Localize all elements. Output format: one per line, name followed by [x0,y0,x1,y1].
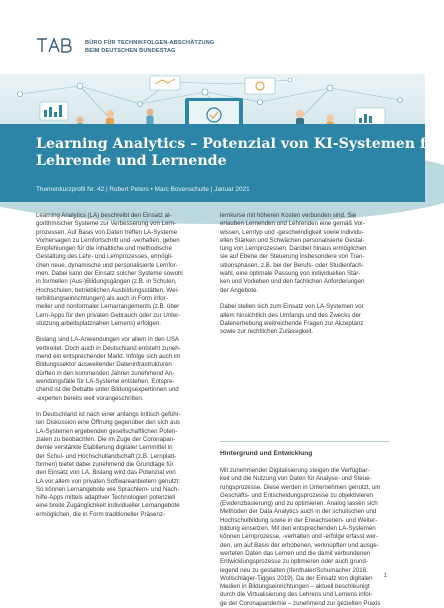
text-line: Lern-Apps für den privaten Gebrauch oder zur Unter- [36,311,181,319]
text-line: demie verstärkte Etablierung digitaler Lernmittel in [36,444,173,452]
text-line: Bildungssektor ausweitender Dateninfrastrukturen [36,361,172,369]
org-line-2: BEIM DEUTSCHEN BUNDESTAG [85,47,176,54]
text-line: Medien in Bildungseinrichtungen – aktuell beschleunigt [220,583,370,591]
column-right [220,212,388,336]
text-line: können Lernprozesse, -verhalten und -erfolge erfasst wer- [220,533,379,541]
text-line: -experten bereits weit vorangeschritten. [36,394,144,402]
text-line: In Deutschland ist nach einer anfangs kritisch geführ- [36,411,181,419]
column-right-section [220,467,388,608]
text-line: men. Dabei kann der Einsatz solcher Systeme sowohl [36,270,183,278]
text-line: Bislang sind LA-Anwendungen vor allem in den USA [36,336,180,344]
org-name [85,40,265,55]
text-line: (Evidenzbasierung) und zu optimieren. Analog lassen sich [220,500,378,508]
text-line: stützung arbeitsplatznahen Lernens) erfolgen. [36,319,161,327]
title-line-2: Lehrende und Lernende [36,152,227,169]
text-line: chen neue, dynamische und personalisierte Lernfor- [36,261,178,269]
text-line: durch die Virtualisierung des Lehrens und Lernens infol- [220,591,373,599]
document-meta: Themenkurzprofil Nr. 42 | Robert Peters • Marc Bovenschulte | Januar 2021 [36,186,250,193]
title-band [0,124,444,202]
text-line: ge der Coronapandemie – zunehmend zur gezielten Praxis [220,599,381,607]
text-line: Datenerhebung weitreichende Fragen zur Akzeptanz [220,319,364,327]
text-line: Learning Analytics (LA) beschreibt den Einsatz al- [36,212,172,219]
page-number: 1 [383,573,387,579]
text-line: wissen, Lerntyp und -geschwindigkeit sowie individu- [220,228,364,236]
text-line: lernkurse mit höheren Kosten verbunden sind. Sie [220,212,357,219]
paragraph [36,411,201,519]
text-line: Vorhersagen zu Lernfortschritt und -verhalten, geben [36,236,180,244]
text-line: Mit zunehmender Digitalisierung steigen die Verfügbar- [220,467,370,474]
text-line: Geschäfts- und Entscheidungsprozesse zu objektivieren [220,491,373,499]
text-line: Methoden der Data Analytics auch in der schulischen und [220,508,377,516]
text-line: werteten Daten das Lernen und die damit verbundenen [220,549,371,557]
text-line: den Einsatz von LA. Bislang wird das Potenzial von [36,469,176,477]
text-line: sie auf Ebene der Steuerung insbesondere von Tran- [220,253,365,261]
tab-logo [36,36,76,56]
text-line: ken und Vorlieben und den fachlichen Anforderungen [220,278,365,286]
section-divider [220,441,390,442]
text-line: meller und nonformaler Lernarrangements (z.B. über [36,303,180,311]
text-line: Dabei stellen sich zum Einsatz von LA-Systemen vor [220,303,364,311]
title-line-1: Learning Analytics – Potenzial von KI-Systemen für [36,136,444,152]
paragraph [36,212,201,328]
text-line: der Angebote. [220,286,259,294]
text-line: dürften in den kommenden Jahren zunehmend An- [36,369,175,377]
text-line: verbreitet. Doch auch in Deutschland entsteht zuneh- [36,344,181,352]
text-line: Entwicklungsprozesse zu optimieren oder auch grund- [220,558,368,566]
text-line: chend ist die Debatte unter Bildungsexpertinnen und [36,386,179,394]
text-line: den, um auf Basis der erhobenen, verknüpften und ausge- [220,541,379,549]
text-line: zialen zu beobachten. Die im Zuge der Coronapan- [36,436,176,444]
text-line: ellen Stärken und Schwächen personalisierte Gestal- [220,236,365,244]
text-line: prozessen. Auf Basis von Daten treffen LA-Systeme [36,228,178,236]
text-line: wendungsfälle für LA-Systeme entstehen. Entspre- [36,377,175,385]
document-title [36,136,444,169]
section-heading: Hintergrund und Entwicklung [220,450,313,457]
text-line: gorithmischer Systeme zur Verbesserung von Lern- [36,220,176,228]
text-line: legend neu zu gestalten (Ifenthaler/Schumacher 2016; [220,566,368,574]
paragraph [220,212,388,295]
text-line: sitionsphasen, z.B. bei der Berufs- oder Studienfach- [220,261,364,269]
text-line: sowie zur rechtlichen Zulässigkeit. [220,328,314,336]
text-line: Empfehlungen für die inhaltliche und methodische [36,245,172,253]
text-line: So können Lernangebote wie Sprachlern- und Nach- [36,485,180,493]
text-line: keit und die Nutzung von Daten für Analyse- und Steue- [220,475,372,483]
text-line: wahl, eine optimale Passung von individuellen Stär- [220,270,361,278]
text-line: LA-Systemen ergebenden gesellschaftlichen Poten- [36,427,178,435]
text-line: LA vor allem von privaten Softwareanbietern genutzt: [36,477,181,485]
text-line: Hochschulbildung sowie in der Erwachsenen- und Weiter- [220,516,378,524]
text-line: ten Diskussion eine Öffnung gegenüber den sich aus [36,419,180,427]
text-line: allem hinsichtlich des Umfangs und des Zwecks der [220,311,361,319]
text-line: Wollschläger-Tigges 2019). Da der Einsatz von digitalen [220,574,373,582]
text-line: Gestaltung des Lehr- und Lernprozesses, ermögli- [36,253,173,261]
paragraph [220,467,388,608]
text-line: rungsprozesse. Diese werden in Unternehmen genutzt, um [220,483,381,491]
text-line: eine breite Zugänglichkeit individueller Lernangebote [36,502,180,510]
text-line: erlauben Lernenden und Lehrenden eine gemäß Vor- [220,220,366,228]
text-line: in formellen (Aus-)Bildungsgängen (z.B. in Schulen, [36,278,177,286]
text-line: terbildungseinrichtungen) als auch in Form infor- [36,294,168,302]
paragraph [220,303,388,336]
paragraph [36,336,201,402]
text-line: der Schul- und Hochschullandschaft (z.B. Lernplatt- [36,452,177,460]
org-line-1: BÜRO FÜR TECHNIKFOLGEN-ABSCHÄTZUNG [85,40,215,46]
text-line: hilfe-Apps mittels adaptiver Technologien potenziell [36,494,176,502]
column-left [36,212,201,519]
text-line: formen) bietet dabei zunehmend die Grundlage für [36,460,174,468]
text-line: mend ein entsprechender Markt. Infolge sich auch im [36,353,181,361]
text-line: Hochschulen, betrieblichen Ausbildungsstätten, Wei- [36,286,179,294]
text-line: ermöglichen, die in Form traditioneller Präsenz- [36,510,166,518]
text-line: tung von Lernprozessen. Darüber hinaus ermöglichen [220,245,367,253]
text-line: bildung einsetzen. Mit den entsprechenden LA-Systemen [220,525,376,533]
header [0,0,425,74]
